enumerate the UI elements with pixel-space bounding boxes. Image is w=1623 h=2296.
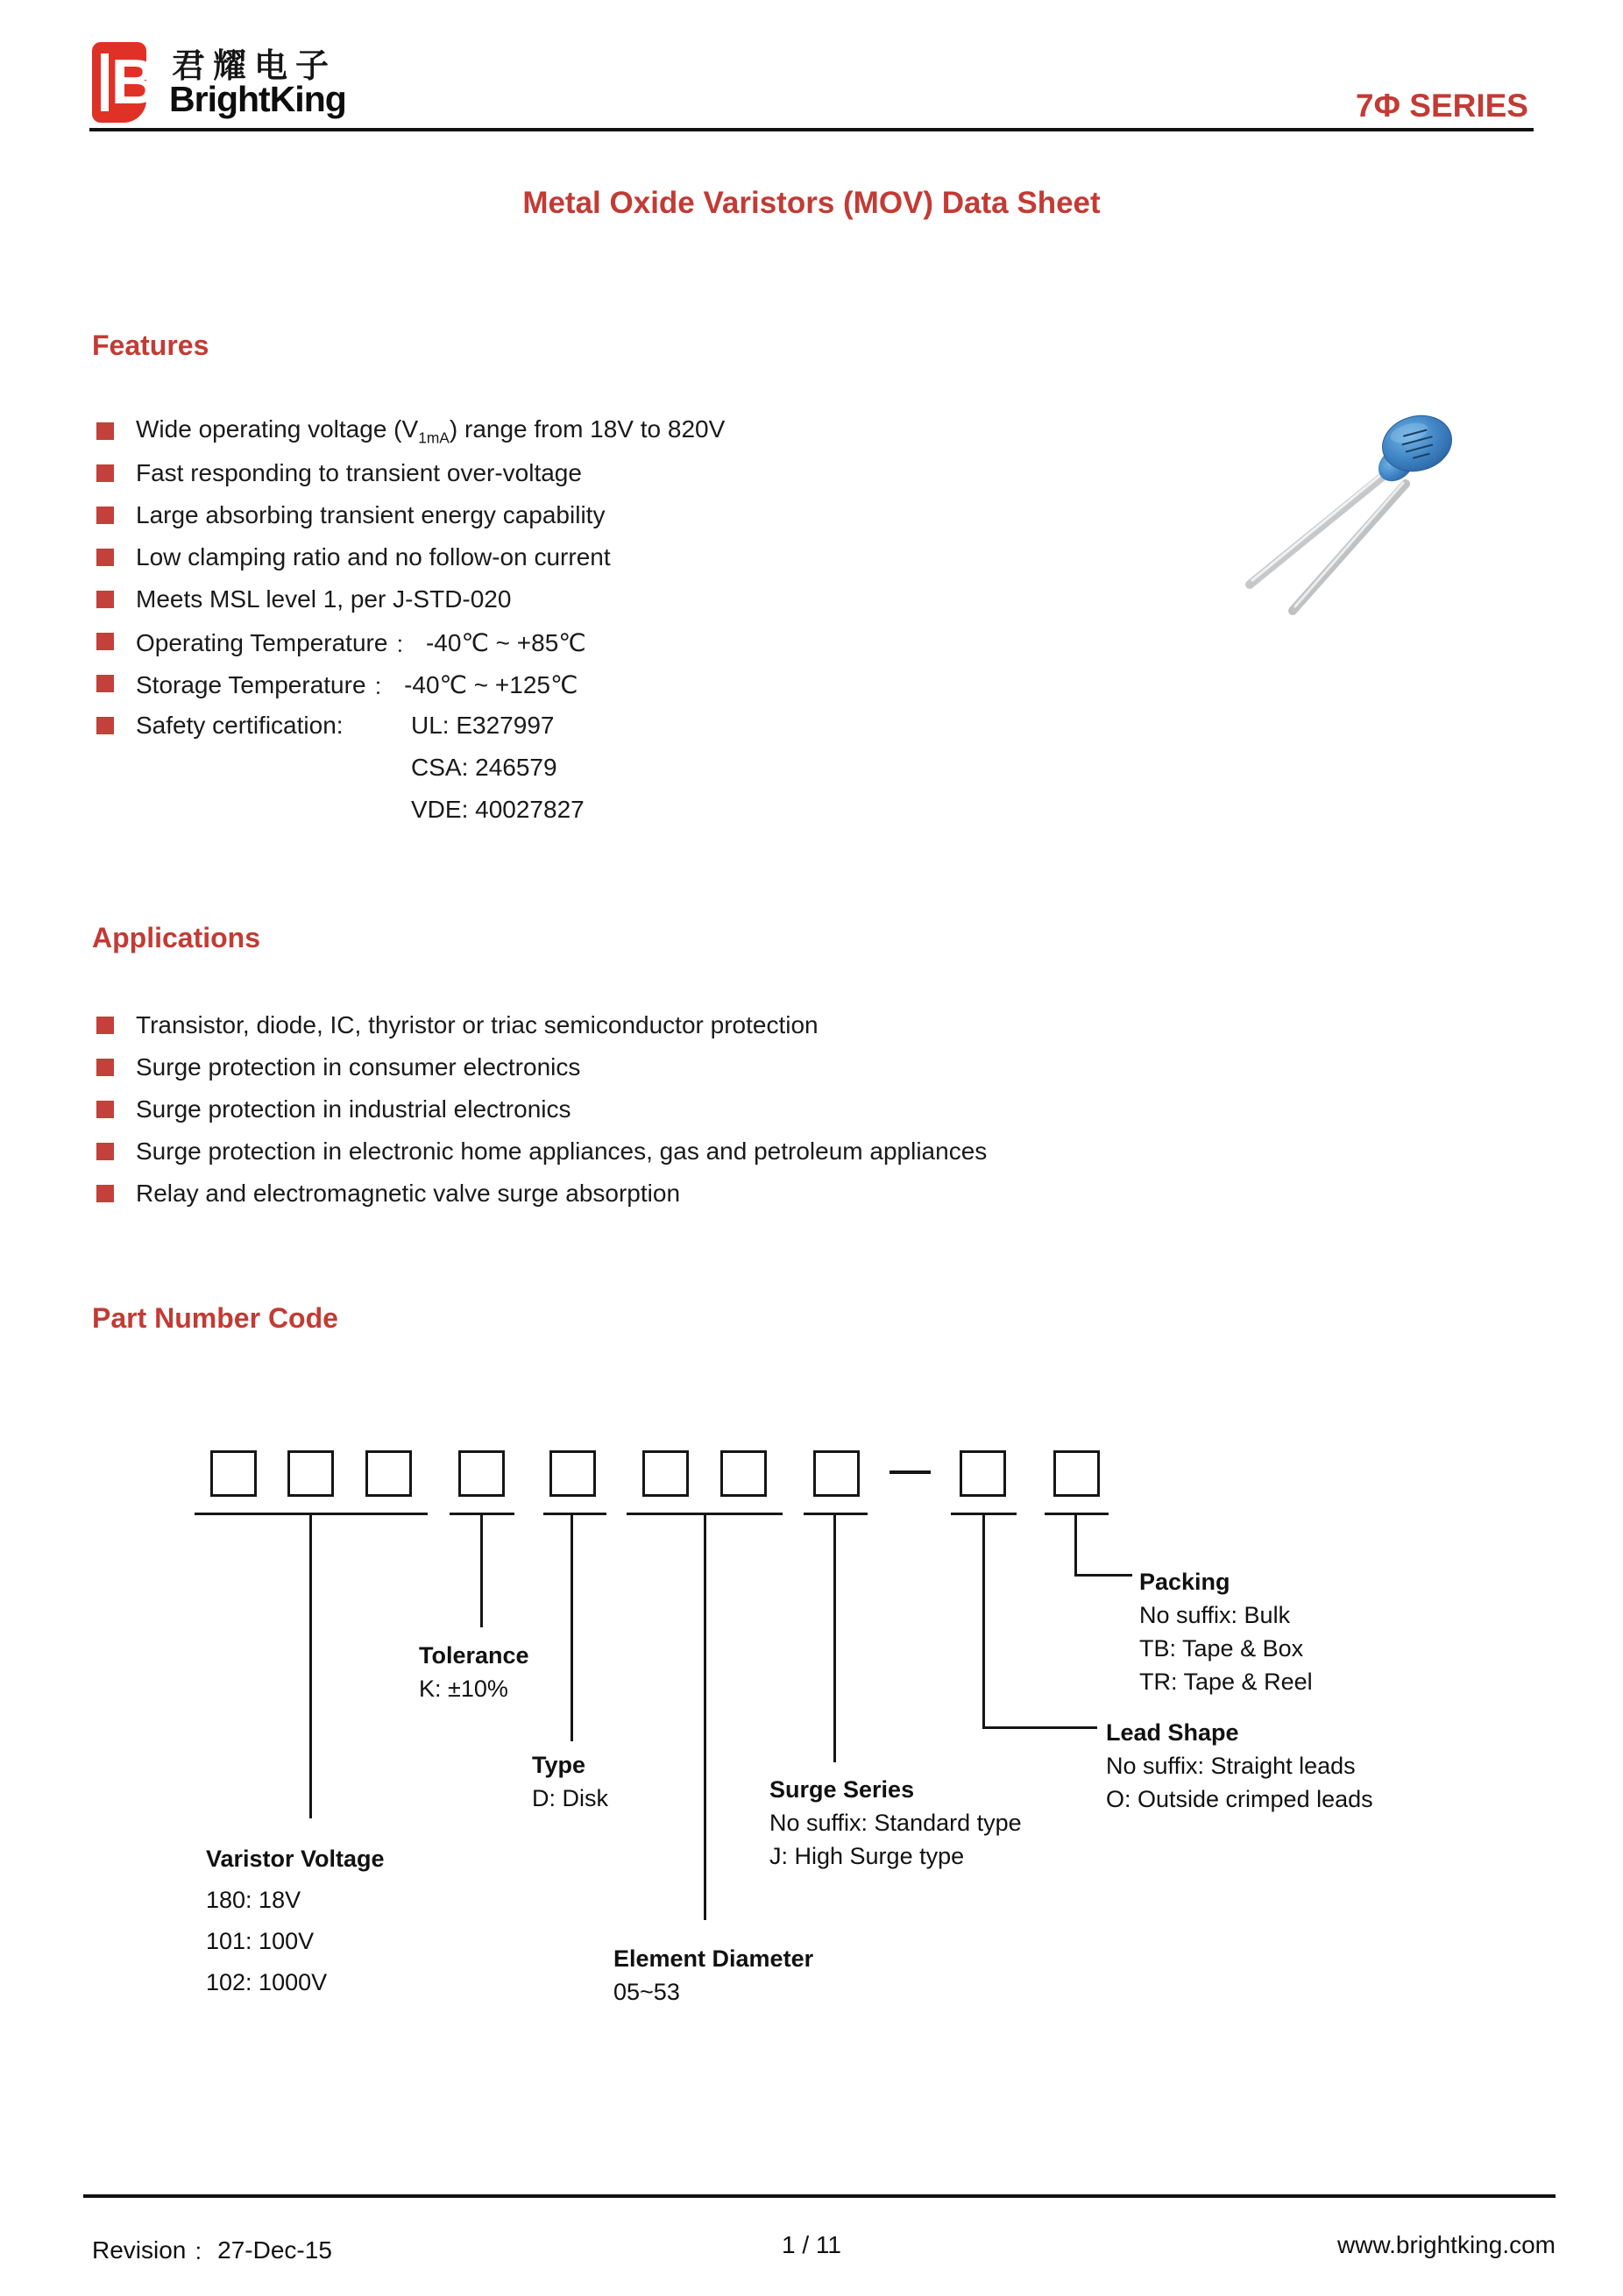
surge-series-title: Surge Series [769,1776,915,1803]
safety-csa-value: CSA: 246579 [411,754,557,781]
feature-text: Low clamping ratio and no follow-on current [136,543,611,570]
company-name-english: BrightKing [169,79,346,119]
footer-website: www.brightking.com [1337,2231,1556,2258]
packing-line: TR: Tape & Reel [1139,1669,1313,1695]
surge-series-line: J: High Surge type [769,1843,965,1869]
pnc-connector-varistor-voltage [309,1513,312,1818]
pnc-label-tolerance [419,1639,529,1705]
application-item [96,1173,987,1215]
footer-divider [83,2194,1556,2198]
safety-ul-value: UL: E327997 [411,712,555,739]
feature-item [96,663,725,705]
bullet-square-icon [96,1143,114,1160]
logo-bar-shape [101,53,109,111]
pnc-digit-box-9 [960,1450,1006,1497]
application-text: Surge protection in electronic home appliances, gas and petroleum appliances [136,1137,988,1165]
tolerance-title: Tolerance [419,1642,529,1669]
feature-text: Meets MSL level 1, per J-STD-020 [136,585,512,613]
features-heading: Features [92,330,209,361]
varistor-voltage-line: 102: 1000V [206,1969,328,1995]
pnc-label-lead-shape [1106,1716,1373,1816]
pnc-digit-box-7 [720,1450,767,1497]
pnc-label-varistor-voltage [206,1839,385,2003]
application-text: Surge protection in industrial electronics [136,1095,571,1123]
bullet-square-icon [96,549,114,566]
feature-text-post: ) range from 18V to 820V [449,415,726,443]
bullet-square-icon [96,675,114,692]
type-title: Type [532,1752,586,1778]
feature-text: Operating Temperature﹕ -40℃ ~ +85℃ [136,629,586,656]
feature-text: Large absorbing transient energy capability [136,501,606,528]
feature-text: Fast responding to transient over-voltage [136,459,582,486]
bullet-square-icon [96,591,114,608]
pnc-connector-type [571,1513,573,1741]
varistor-disc [1371,408,1457,488]
packing-line: No suffix: Bulk [1139,1602,1291,1628]
pnc-group-line-type [543,1513,606,1515]
applications-list [96,1004,987,1215]
safety-vde-value: VDE: 40027827 [411,796,585,823]
applications-heading: Applications [92,922,261,953]
varistor-voltage-line: 101: 100V [206,1928,315,1954]
pnc-hyphen [889,1470,931,1474]
feature-text [136,415,725,448]
type-line: D: Disk [532,1785,608,1811]
lead-shape-line: No suffix: Straight leads [1106,1753,1356,1779]
safety-label: Safety certification: [136,712,344,739]
feature-item [96,620,725,663]
company-name-chinese: 君耀电子 [172,48,337,85]
part-number-code-heading: Part Number Code [92,1302,338,1334]
pnc-connector-lead-shape [982,1513,985,1729]
feature-item [96,494,725,536]
header-divider [89,128,1534,131]
pnc-connector-element-diameter [704,1513,706,1920]
footer-revision: Revision﹕ 27-Dec-15 [92,2236,332,2264]
feature-text-sub: 1mA [418,429,450,447]
pnc-digit-box-8 [813,1450,860,1497]
feature-item-safety-vde [96,789,725,831]
bullet-square-icon [96,717,114,734]
bullet-square-icon [96,1185,114,1202]
feature-item [96,410,725,452]
element-diameter-line: 05~53 [613,1979,680,2005]
feature-item-safety-csa [96,747,725,789]
varistor-product-image [1218,368,1621,657]
feature-text: Storage Temperature﹕ -40℃ ~ +125℃ [136,671,578,698]
application-item [96,1046,987,1088]
application-item [96,1130,987,1173]
features-list [96,410,725,831]
feature-item [96,452,725,494]
feature-item [96,536,725,578]
surge-series-line: No suffix: Standard type [769,1810,1022,1836]
feature-text-pre: Wide operating voltage (V [136,415,419,443]
logo-letter: B [110,47,158,117]
feature-item-safety [96,705,725,747]
pnc-digit-box-10 [1053,1450,1100,1497]
page-title: Metal Oxide Varistors (MOV) Data Sheet [522,186,1101,220]
pnc-connector-tolerance [480,1513,483,1627]
application-text: Surge protection in consumer electronics [136,1053,581,1081]
bullet-square-icon [96,507,114,524]
bullet-square-icon [96,1059,114,1076]
footer-page-number: 1 / 11 [782,2231,841,2258]
pnc-connector-packing [1074,1513,1077,1577]
pnc-digit-box-2 [287,1450,334,1497]
bullet-square-icon [96,633,114,650]
element-diameter-title: Element Diameter [613,1945,814,1972]
lead-shape-title: Lead Shape [1106,1719,1239,1746]
application-text: Relay and electromagnetic valve surge absorption [136,1180,681,1207]
bullet-square-icon [96,464,114,482]
pnc-digit-box-4 [458,1450,505,1497]
pnc-digit-box-5 [549,1450,596,1497]
application-item [96,1088,987,1130]
pnc-label-element-diameter [613,1942,813,2009]
lead-shape-line: O: Outside crimped leads [1106,1786,1373,1812]
bullet-square-icon [96,422,114,440]
pnc-label-surge-series [769,1773,1022,1873]
feature-item [96,578,725,620]
varistor-leads [1250,469,1406,611]
series-label: 7Φ SERIES [1356,88,1528,124]
pnc-label-packing [1139,1565,1313,1698]
pnc-connector-surge-series [833,1513,836,1762]
packing-line: TB: Tape & Box [1139,1635,1304,1662]
pnc-digit-box-6 [642,1450,689,1497]
pnc-label-type [532,1748,608,1815]
bullet-square-icon [96,1101,114,1118]
brightking-logo-icon [92,42,158,123]
varistor-voltage-line: 180: 18V [206,1887,301,1913]
pnc-elbow-packing [1074,1574,1132,1577]
tolerance-line: K: ±10% [419,1676,508,1702]
bullet-square-icon [96,1017,114,1034]
application-text: Transistor, diode, IC, thyristor or triac semiconductor protection [136,1011,819,1038]
varistor-voltage-title: Varistor Voltage [206,1846,385,1872]
application-item [96,1004,987,1046]
pnc-elbow-lead-shape [982,1726,1097,1729]
pnc-digit-box-3 [365,1450,412,1497]
packing-title: Packing [1139,1569,1230,1595]
pnc-digit-box-1 [210,1450,257,1497]
